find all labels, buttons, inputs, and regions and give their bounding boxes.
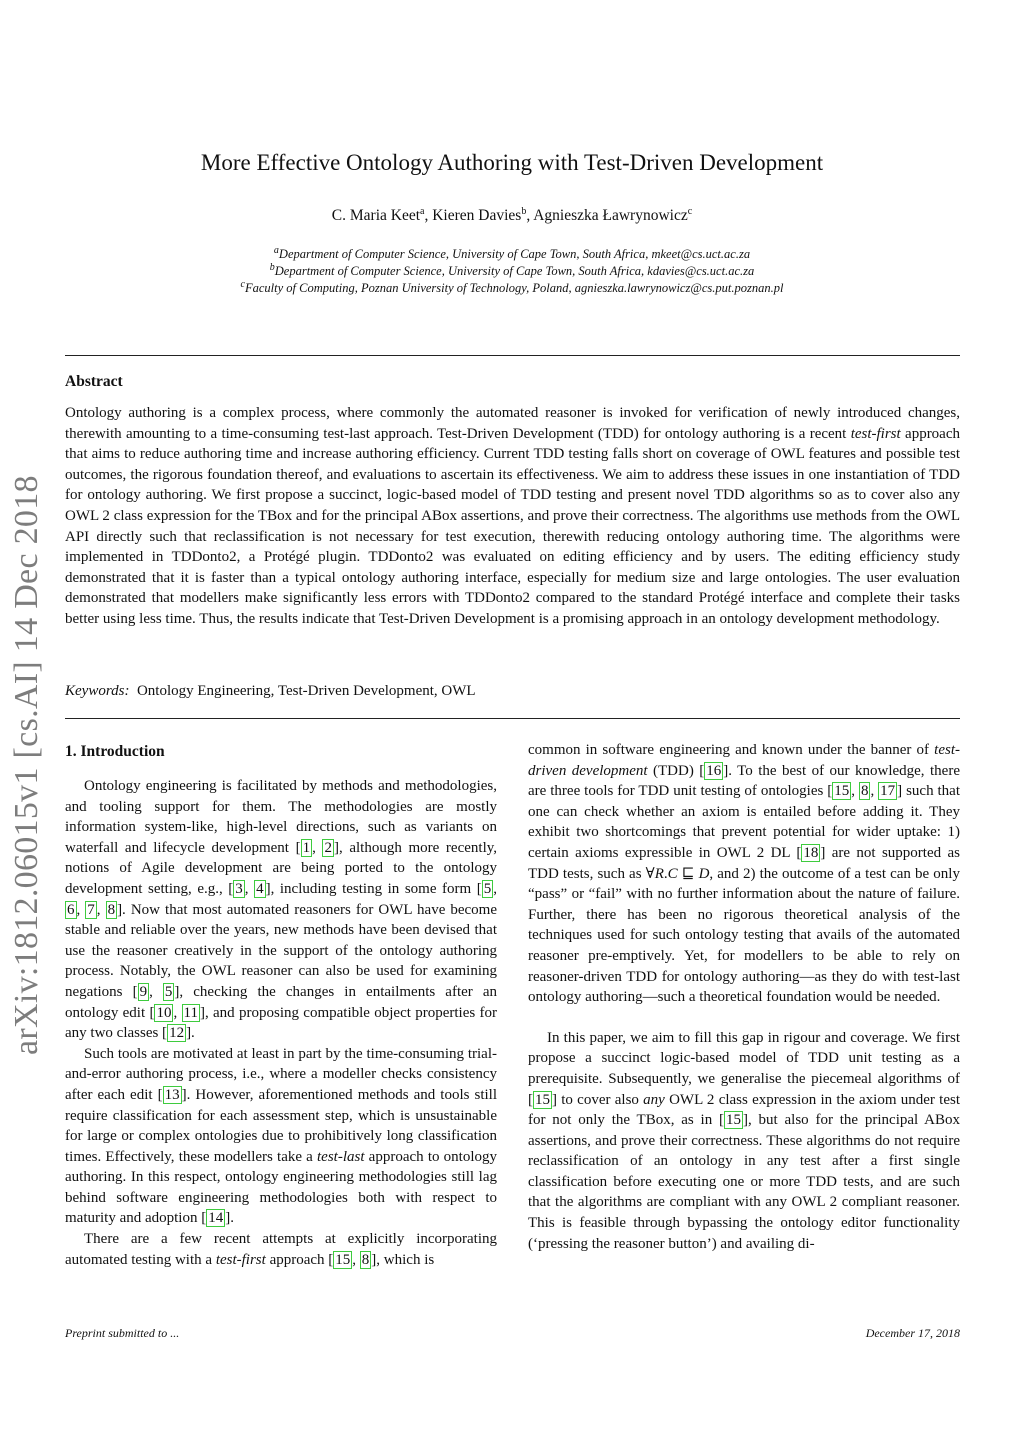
citation-link[interactable]: 8: [860, 783, 869, 800]
top-divider: [65, 355, 960, 356]
citation-link[interactable]: 15: [335, 1251, 351, 1268]
citation-link[interactable]: 11: [183, 1004, 198, 1021]
citation-link[interactable]: 9: [139, 983, 148, 1000]
citation-link[interactable]: 5: [483, 880, 492, 897]
author-list: C. Maria Keet$^a$, Kieren Davies$^b$, Agnieszka Ławrynowicz$^c$: [331, 205, 693, 224]
paper-title: More Effective Ontology Authoring with Test-Driven Development: [200, 150, 824, 175]
citation-link[interactable]: 3: [235, 880, 243, 897]
citation-link[interactable]: 8: [107, 901, 116, 918]
citation-link[interactable]: 8: [361, 1251, 370, 1268]
citation-link[interactable]: 5: [164, 983, 173, 1000]
citation-link[interactable]: 15: [726, 1112, 742, 1129]
intro-paragraph: Such tools are motivated at least in part by the time-consuming trial-and-error authoring process, i.e., where a modeller checks consistency after each edit [ 13 ]. However, aforementioned methods and tools still require classification for each assessment step, which is unsustainable for large or complex ontologies due to prohibitively long classification times. Effectively, these modellers take a test-last approach to ontology authoring. In this respect, ontology engineering methodologies still lag behind software engineering methodologies both with respect to maturity and adoption [ 14 ].: [65, 1045, 497, 1227]
intro-paragraph: There are a few recent attempts at explicitly incorporating automated testing with a test-first approach [ 15 , 8 ], which is: [65, 1231, 497, 1268]
citation-link[interactable]: 18: [803, 844, 819, 861]
citation-link[interactable]: 2: [324, 839, 332, 856]
intro-paragraph: Ontology engineering is facilitated by methods and methodologies, and tooling support for them. The methodologies are mostly information system-like, high-level directions, such as variants on waterfall and lifecycle development [ 1 , 2 ], although more recently, notions of Agile development are being ported to the ontology development setting, e.g., [ 3 , 4 ], including testing in some form [ 5 , 6 , 7 , 8 ]. Now that most automated reasoners for OWL have become stable and reliable over the years, new methods have been devised that use the reasoner creatively in the support of the ontology authoring process. Notably, the OWL reasoner can also be used for examining negations [ 9 , 5 ], checking the changes in entailments after an ontology edit [ 10 , 11 ], and proposing compatible object properties for any two classes [ 12 ].: [65, 778, 498, 1042]
left-column: [65, 740, 497, 1270]
footer-date: December 17, 2018: [865, 1326, 960, 1340]
citation-link[interactable]: 1: [302, 839, 311, 856]
citation-link[interactable]: 12: [169, 1025, 185, 1042]
abstract-text: Ontology authoring is a complex process, where commonly the automated reasoner is invoked for verification of newly introduced changes, therewith amounting to a time-consuming test-last approach. Test-Driven Development (TDD) for ontology authoring is a recent test-first approach that aims to reduce authoring time and increase authoring efficiency. Current TDD testing falls short on coverage of OWL features and possible test outcomes, the rigorous foundation thereof, and evaluations to ascertain its effectiveness. We aim to address these issues in one instantiation of TDD for ontology authoring. We first propose a succinct, logic-based model of TDD testing and present novel TDD algorithms so as to cover also any OWL 2 class expression for the TBox and for the principal ABox assertions, and prove their correctness. The algorithms use methods from the OWL API directly such that reclassification is not necessary for test execution, therewith reducing ontology authoring time. The algorithms were implemented in TDDonto2, a Protégé plugin. TDDonto2 was evaluated on editing efficiency and by users. The editing efficiency study demonstrated that it is faster than a typical ontology authoring interface, especially for medium size and large ontologies. The user evaluation demonstrated that modellers make significantly less errors with TDDonto2 compared to the standard Protégé interface and complete their tasks better using less time. Thus, the results indicate that Test-Driven Development is a promising approach in an ontology development methodology.: [65, 405, 961, 627]
intro-paragraph: common in software engineering and known under the banner of test-driven development (TDD) [ 16 ]. To the best of our knowledge, there are three tools for TDD unit testing of ontologies [ 15 , 8 , 17 ] such that one can check whether an axiom is entailed before adding it. They exhibit two shortcomings that prevent potential for wider uptake: 1) certain axioms expressible in OWL 2 DL [ 18 ] are not supported as TDD tests, such as ∀R.C ⊑ D, and 2) the outcome of a test can be only “pass” or “fail” with no further information about the nature of failure. Further, there has been no rigorous theoretical analysis of the techniques used for such ontology testing that avails of the automated reasoner pre-emptively. Yet, for modellers to be able to rely on reasoner-driven TDD for ontology authoring—as they do with test-last ontology authoring—such a theoretical foundation would be needed.: [528, 742, 960, 1006]
bottom-divider: [65, 718, 960, 719]
section-heading: 1. Introduction: [65, 743, 165, 760]
footer-preprint: Preprint submitted to ...: [65, 1326, 180, 1340]
citation-link[interactable]: 16: [706, 762, 722, 779]
intro-paragraph: In this paper, we aim to fill this gap in rigour and coverage. We first propose a succinct logic-based model of TDD unit testing as a prerequisite. Subsequently, we generalise the piecemeal algorithms of [ 15 ] to cover also any OWL 2 class expression in the axiom under test for not only the TBox, as in [ 15 ], but also for the principal ABox assertions, and prove their correctness. These algorithms do not require reclassification of an ontology in any test after a first single classification before executing one or more TDD tests, and are such that the algorithms are compliant with any OWL 2 compliant reasoner. This is feasible through bypassing the ontology editor functionality (‘pressing the reasoner button’) and availing di-: [528, 1029, 960, 1252]
abstract-heading: Abstract: [65, 373, 123, 390]
citation-link[interactable]: 17: [880, 783, 896, 800]
citation-link[interactable]: 7: [87, 901, 95, 918]
citation-link[interactable]: 6: [67, 901, 75, 918]
arxiv-stamp: arXiv:1812.06015v1 [cs.AI] 14 Dec 2018: [8, 475, 45, 1055]
right-column: [528, 740, 960, 1254]
citation-link[interactable]: 15: [834, 783, 850, 800]
citation-link[interactable]: 13: [164, 1086, 180, 1103]
citation-link[interactable]: 10: [156, 1004, 172, 1021]
keywords: Keywords: Ontology Engineering, Test-Driven Development, OWL: [65, 683, 476, 699]
citation-link[interactable]: 14: [208, 1210, 224, 1227]
citation-link[interactable]: 4: [256, 880, 264, 897]
affiliations: $^a$Department of Computer Science, University of Cape Town, South Africa, mkeet@cs.uct.ac.za $^b$Department of Computer Science, University of Cape Town, South Africa, kdavies@cs.uct.ac.za $^c$Faculty of Computing, Poznan University of Technology, Poland, agnieszka.lawrynowicz@cs.put.poznan.pl: [240, 244, 784, 295]
citation-link[interactable]: 15: [535, 1091, 550, 1108]
